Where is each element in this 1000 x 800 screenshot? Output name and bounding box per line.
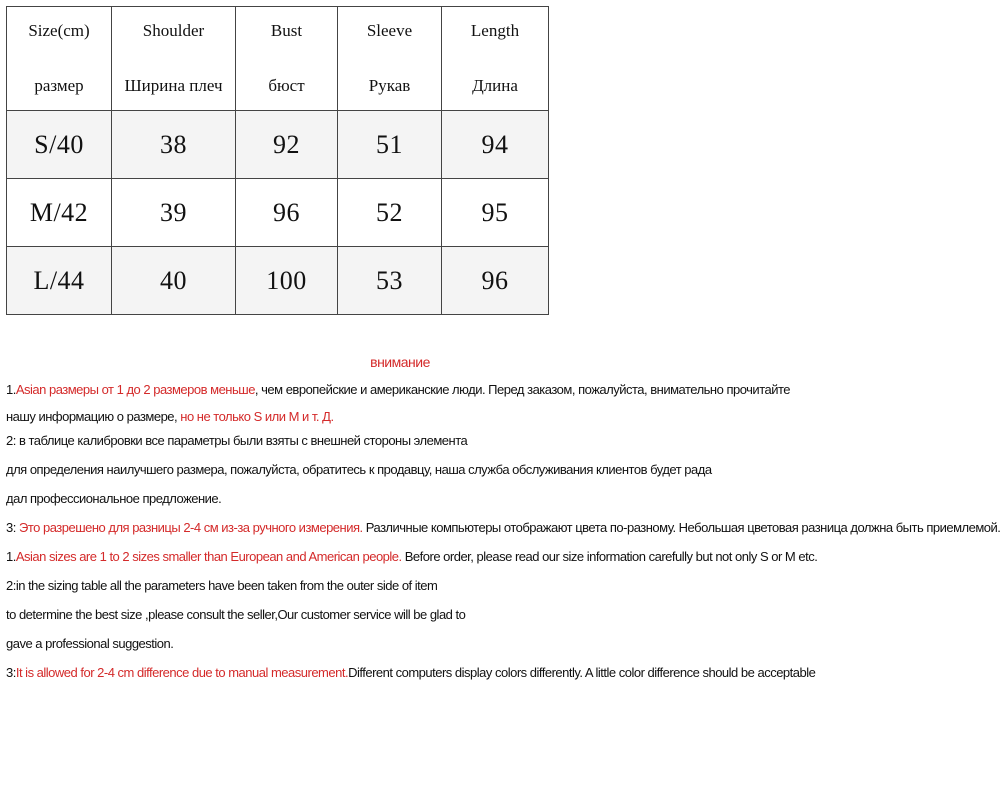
note-ru-1-highlight: Asian размеры от 1 до 2 размеров меньше — [15, 382, 255, 397]
note-en-1-highlight: Asian sizes are 1 to 2 sizes smaller than European and American people. — [15, 549, 402, 564]
table-row — [7, 179, 549, 247]
note-en-2-line-3: gave a professional suggestion. — [6, 636, 174, 651]
note-en-2-line-1: 2:in the sizing table all the parameters have been taken from the outer side of item — [6, 578, 438, 593]
header-length-ru: Длина — [472, 75, 518, 95]
note-en-1-text: Before order, please read our size information carefully but not only S or M etc. — [401, 549, 818, 564]
header-size-en: Size(cm) — [28, 21, 90, 41]
header-sleeve — [338, 7, 442, 111]
header-bust-en: Bust — [270, 21, 303, 41]
note-ru-1-highlight-2: но не только S или M и т. Д. — [180, 409, 334, 424]
cell-size: S/40 — [7, 111, 112, 179]
cell-shoulder: 39 — [112, 179, 236, 247]
cell-bust: 92 — [236, 111, 338, 179]
cell-sleeve: 51 — [338, 111, 442, 179]
cell-shoulder: 40 — [112, 247, 236, 315]
size-notes — [0, 352, 1000, 693]
table-row — [7, 111, 549, 179]
note-en-3 — [0, 664, 816, 693]
header-bust — [236, 7, 338, 111]
note-ru-1-text: , чем европейские и американские люди. Перед заказом, пожалуйста, внимательно прочитайте нашу информацию о размере, — [6, 382, 791, 424]
cell-length: 94 — [442, 111, 549, 179]
cell-bust: 100 — [236, 247, 338, 315]
note-en-1-number: 1. — [6, 549, 16, 564]
note-ru-3-text: Различные компьютеры отображают цвета по-разному. Небольшая цветовая разница должна быть приемлемой. — [362, 520, 1000, 535]
size-chart-table — [6, 6, 549, 315]
cell-size: M/42 — [7, 179, 112, 247]
table-header-row — [7, 7, 549, 111]
header-size — [7, 7, 112, 111]
note-ru-1 — [0, 376, 800, 430]
note-ru-3-highlight: Это разрешено для разницы 2-4 см из-за ручного измерения. — [18, 520, 363, 535]
header-length-en: Length — [470, 21, 520, 41]
header-sleeve-en: Sleeve — [366, 21, 413, 41]
header-bust-ru: бюст — [268, 75, 305, 95]
table-row — [7, 247, 549, 315]
header-shoulder-en: Shoulder — [142, 21, 205, 41]
note-ru-2-line-1: 2: в таблице калибровки все параметры были взяты с внешней стороны элемента — [6, 433, 468, 448]
cell-length: 95 — [442, 179, 549, 247]
note-ru-2-line-2: для определения наилучшего размера, пожалуйста, обратитесь к продавцу, наша служба обслуживания клиентов будет рада — [6, 462, 712, 477]
note-en-3-number: 3: — [6, 665, 16, 680]
attention-heading: внимание — [370, 354, 430, 370]
cell-bust: 96 — [236, 179, 338, 247]
cell-sleeve: 52 — [338, 179, 442, 247]
note-en-2-line-2: to determine the best size ,please consult the seller,Our customer service will be glad to — [6, 607, 466, 622]
header-size-ru: размер — [34, 75, 84, 95]
cell-length: 96 — [442, 247, 549, 315]
header-length — [442, 7, 549, 111]
cell-size: L/44 — [7, 247, 112, 315]
header-sleeve-ru: Рукав — [368, 75, 411, 95]
cell-shoulder: 38 — [112, 111, 236, 179]
note-ru-3 — [0, 519, 1000, 548]
header-shoulder — [112, 7, 236, 111]
header-shoulder-ru: Ширина плеч — [124, 75, 223, 95]
note-ru-1-number: 1. — [6, 382, 16, 397]
note-en-3-highlight: It is allowed for 2-4 cm difference due to manual measurement. — [15, 665, 349, 680]
note-en-1 — [0, 548, 818, 577]
note-en-3-text: Different computers display colors differently. A little color difference should be acceptable — [348, 665, 816, 680]
note-ru-2-line-3: дал профессиональное предложение. — [6, 491, 222, 506]
note-ru-3-number: 3: — [6, 520, 19, 535]
cell-sleeve: 53 — [338, 247, 442, 315]
